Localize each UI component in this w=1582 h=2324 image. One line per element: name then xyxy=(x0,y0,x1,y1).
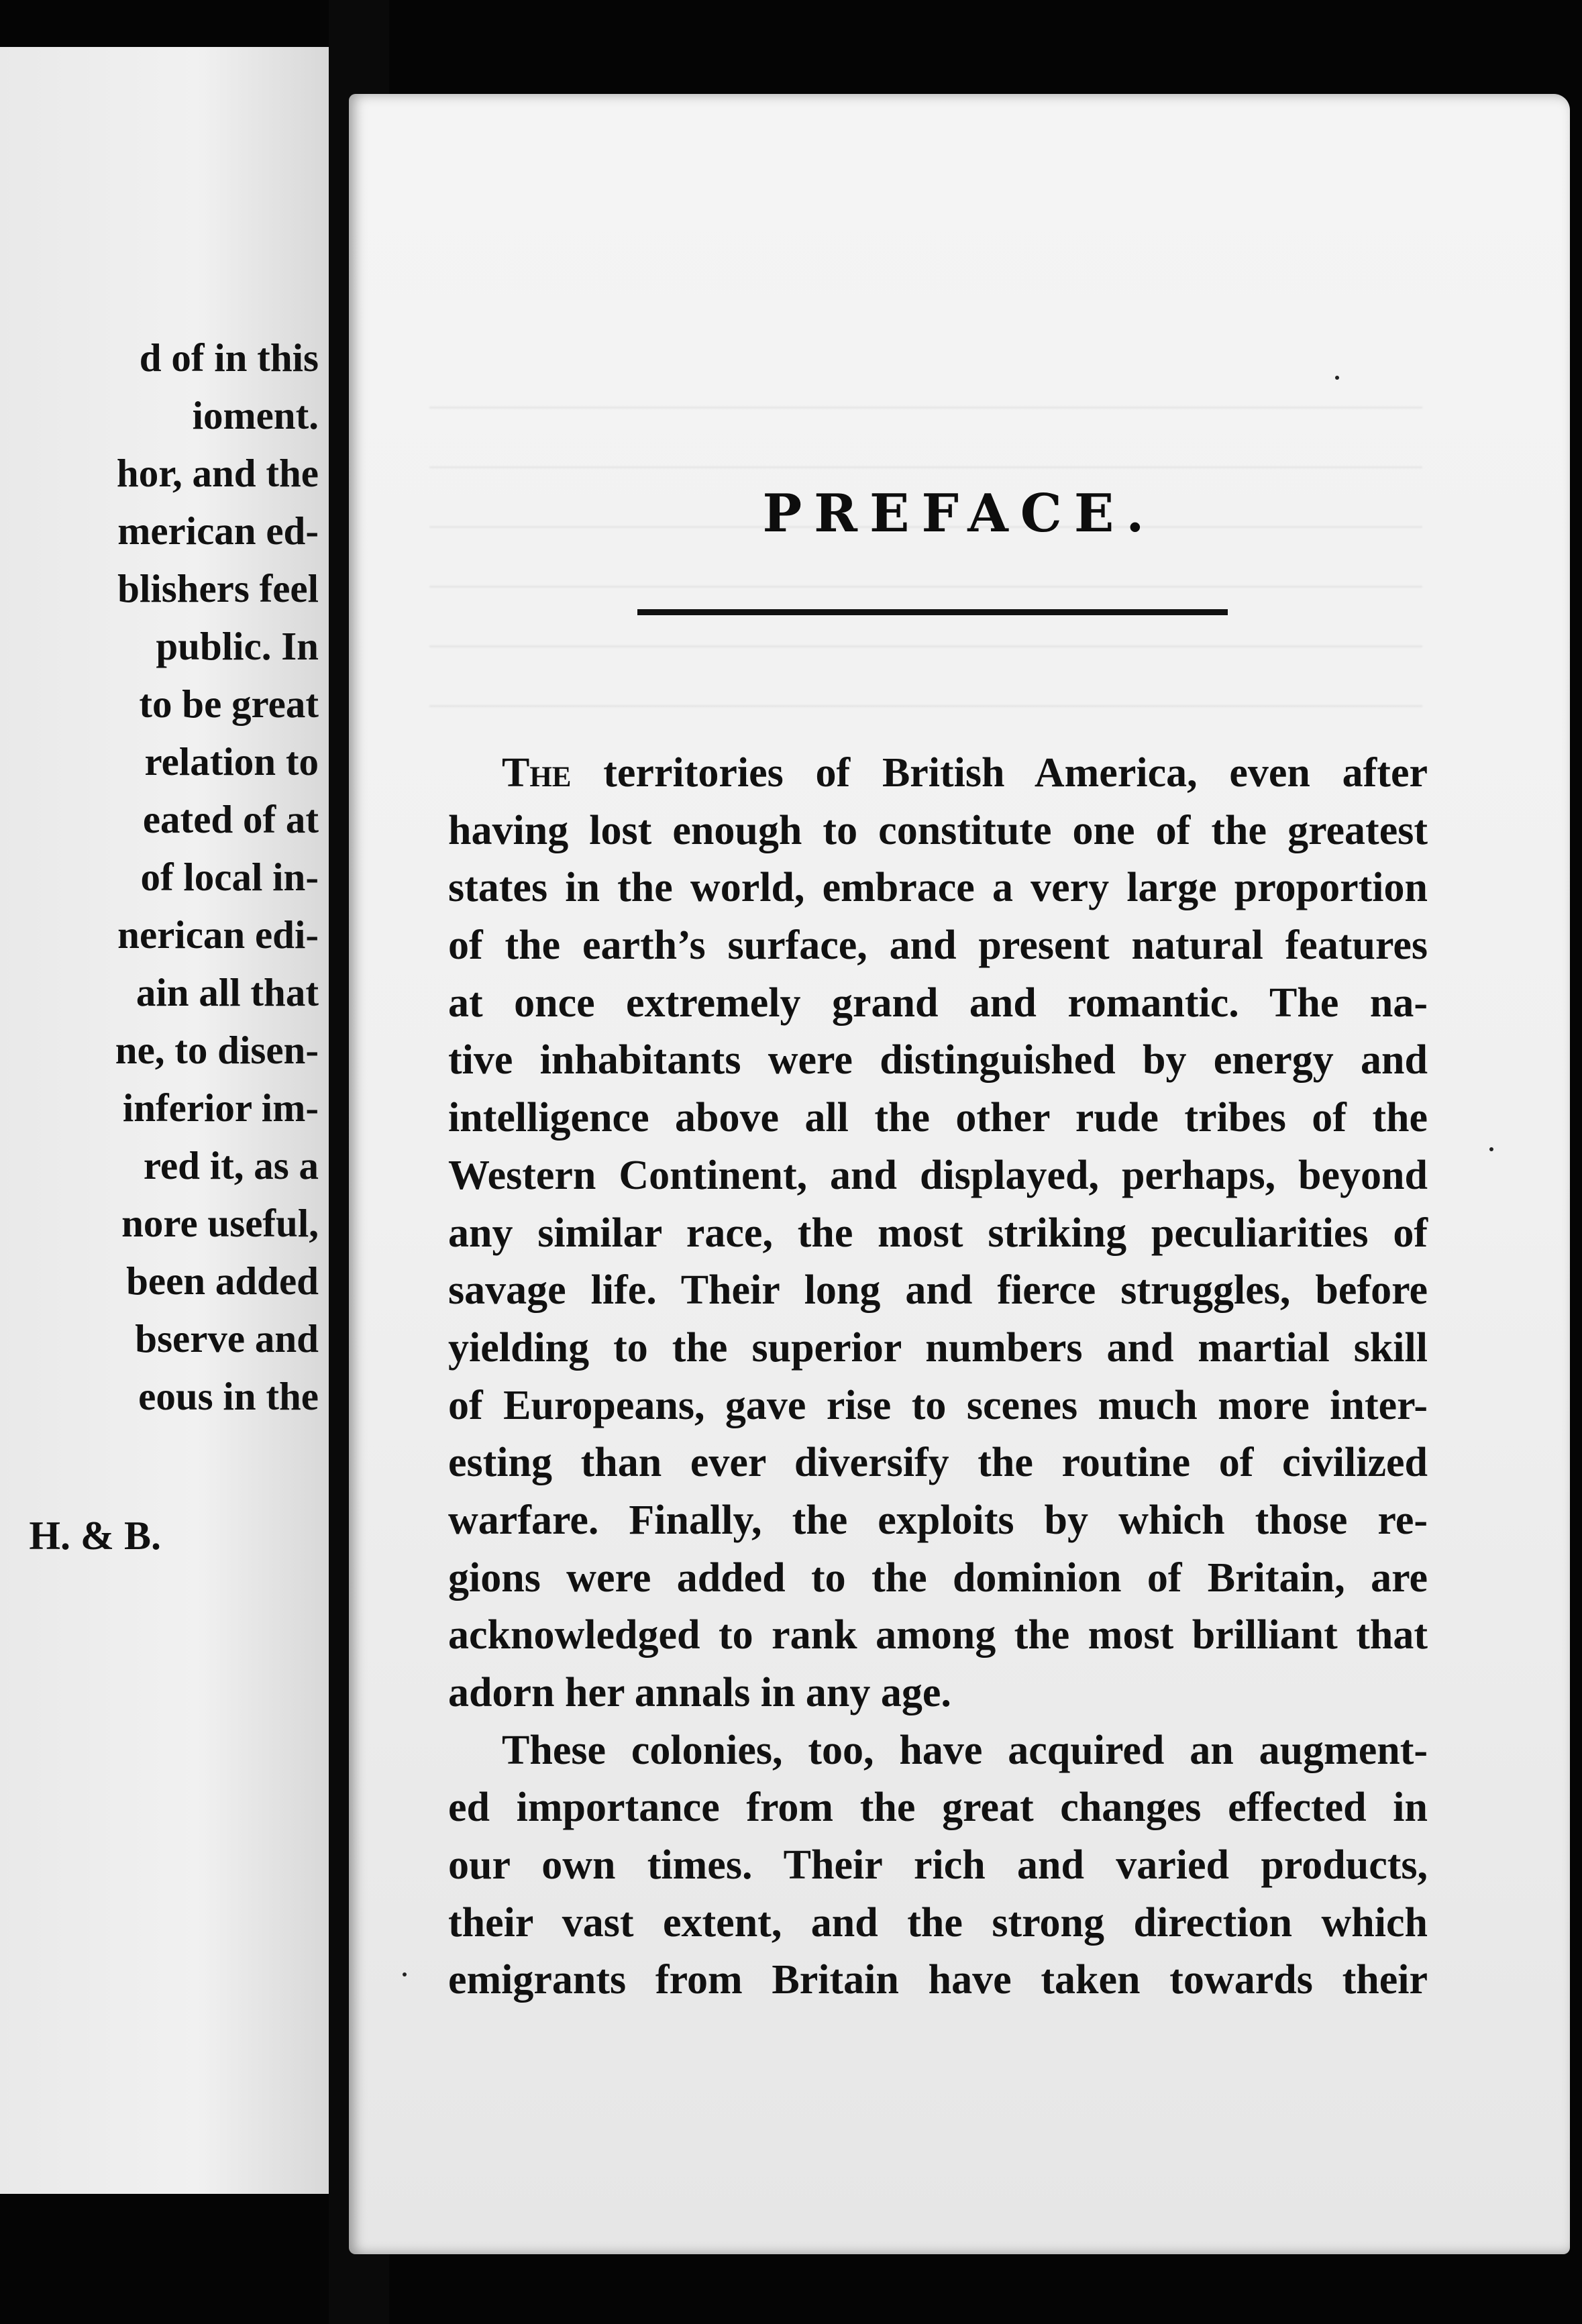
paragraph-line: of the earth’s surface, and present natural features xyxy=(448,922,1428,969)
paragraph-line: yielding to the superior numbers and martial skill xyxy=(448,1324,1428,1371)
left-page-line: bserve and xyxy=(135,1316,319,1361)
left-page-line: red it, as a xyxy=(143,1143,319,1187)
scan-speck xyxy=(1489,1147,1493,1151)
paragraph-line: having lost enough to constitute one of the greatest xyxy=(448,807,1428,853)
scan-speck xyxy=(403,1972,407,1976)
left-page-line: merican ed- xyxy=(117,509,319,553)
paragraph-line: our own times. Their rich and varied products, xyxy=(448,1842,1428,1889)
paragraph-line: gions were added to the dominion of Britain, are xyxy=(448,1554,1428,1601)
publisher-signature: H. & B. xyxy=(29,1514,161,1558)
preface-page xyxy=(349,94,1570,2254)
left-page-line: blishers feel xyxy=(117,566,319,611)
left-page-line: eous in the xyxy=(138,1374,319,1418)
title-rule xyxy=(637,609,1228,615)
left-page-line: to be great xyxy=(139,682,319,726)
paragraph-line: adorn her annals in any age. xyxy=(448,1670,951,1715)
left-page-line: of local in- xyxy=(140,855,319,899)
paragraph-line: of Europeans, gave rise to scenes much more inter- xyxy=(448,1382,1428,1428)
left-page-line: nore useful, xyxy=(121,1201,319,1245)
paragraph-line: emigrants from Britain have taken towards their xyxy=(448,1957,1428,2003)
left-page-line: d of in this xyxy=(139,335,319,380)
scan-speck xyxy=(1335,376,1339,380)
left-page-line: relation to xyxy=(144,739,319,784)
paragraph-line: warfare. Finally, the exploits by which those re- xyxy=(448,1497,1428,1543)
paragraph-line: any similar race, the most striking peculiarities of xyxy=(448,1210,1428,1256)
paragraph-line: acknowledged to rank among the most brilliant that xyxy=(448,1612,1428,1658)
paragraph-line: tive inhabitants were distinguished by energy and xyxy=(448,1037,1428,1084)
left-page-line: been added xyxy=(126,1259,319,1303)
left-page-line: eated of at xyxy=(142,797,319,841)
left-page-line: hor, and the xyxy=(116,451,319,495)
left-facing-page xyxy=(0,47,331,2194)
paragraph-line: esting than ever diversify the routine of civilized xyxy=(448,1440,1428,1486)
left-page-line: ne, to disen- xyxy=(115,1028,319,1072)
left-page-line: ioment. xyxy=(192,393,319,437)
paragraph-line: at once extremely grand and romantic. The na- xyxy=(448,980,1428,1026)
paragraph-line: states in the world, embrace a very large proportion xyxy=(448,865,1428,911)
left-page-line: ain all that xyxy=(136,970,319,1014)
paragraph-line: The territories of British America, even after xyxy=(502,750,1428,796)
paragraph-line: intelligence above all the other rude tribes of the xyxy=(448,1095,1428,1141)
left-page-line: nerican edi- xyxy=(117,912,319,957)
left-page-text xyxy=(0,329,319,1425)
paragraph-line: These colonies, too, have acquired an augment- xyxy=(502,1727,1428,1773)
preface-body xyxy=(448,745,1428,2009)
drop-word: The xyxy=(502,750,572,796)
left-page-line: inferior im- xyxy=(122,1086,319,1130)
paragraph-line: Western Continent, and displayed, perhaps, beyond xyxy=(448,1152,1428,1198)
left-page-line: public. In xyxy=(156,624,319,668)
page-title: PREFACE. xyxy=(762,483,1157,544)
paragraph-line: their vast extent, and the strong direction which xyxy=(448,1899,1428,1946)
paragraph-line: savage life. Their long and fierce struggles, before xyxy=(448,1267,1428,1314)
paragraph-line: ed importance from the great changes effected in xyxy=(448,1785,1428,1831)
